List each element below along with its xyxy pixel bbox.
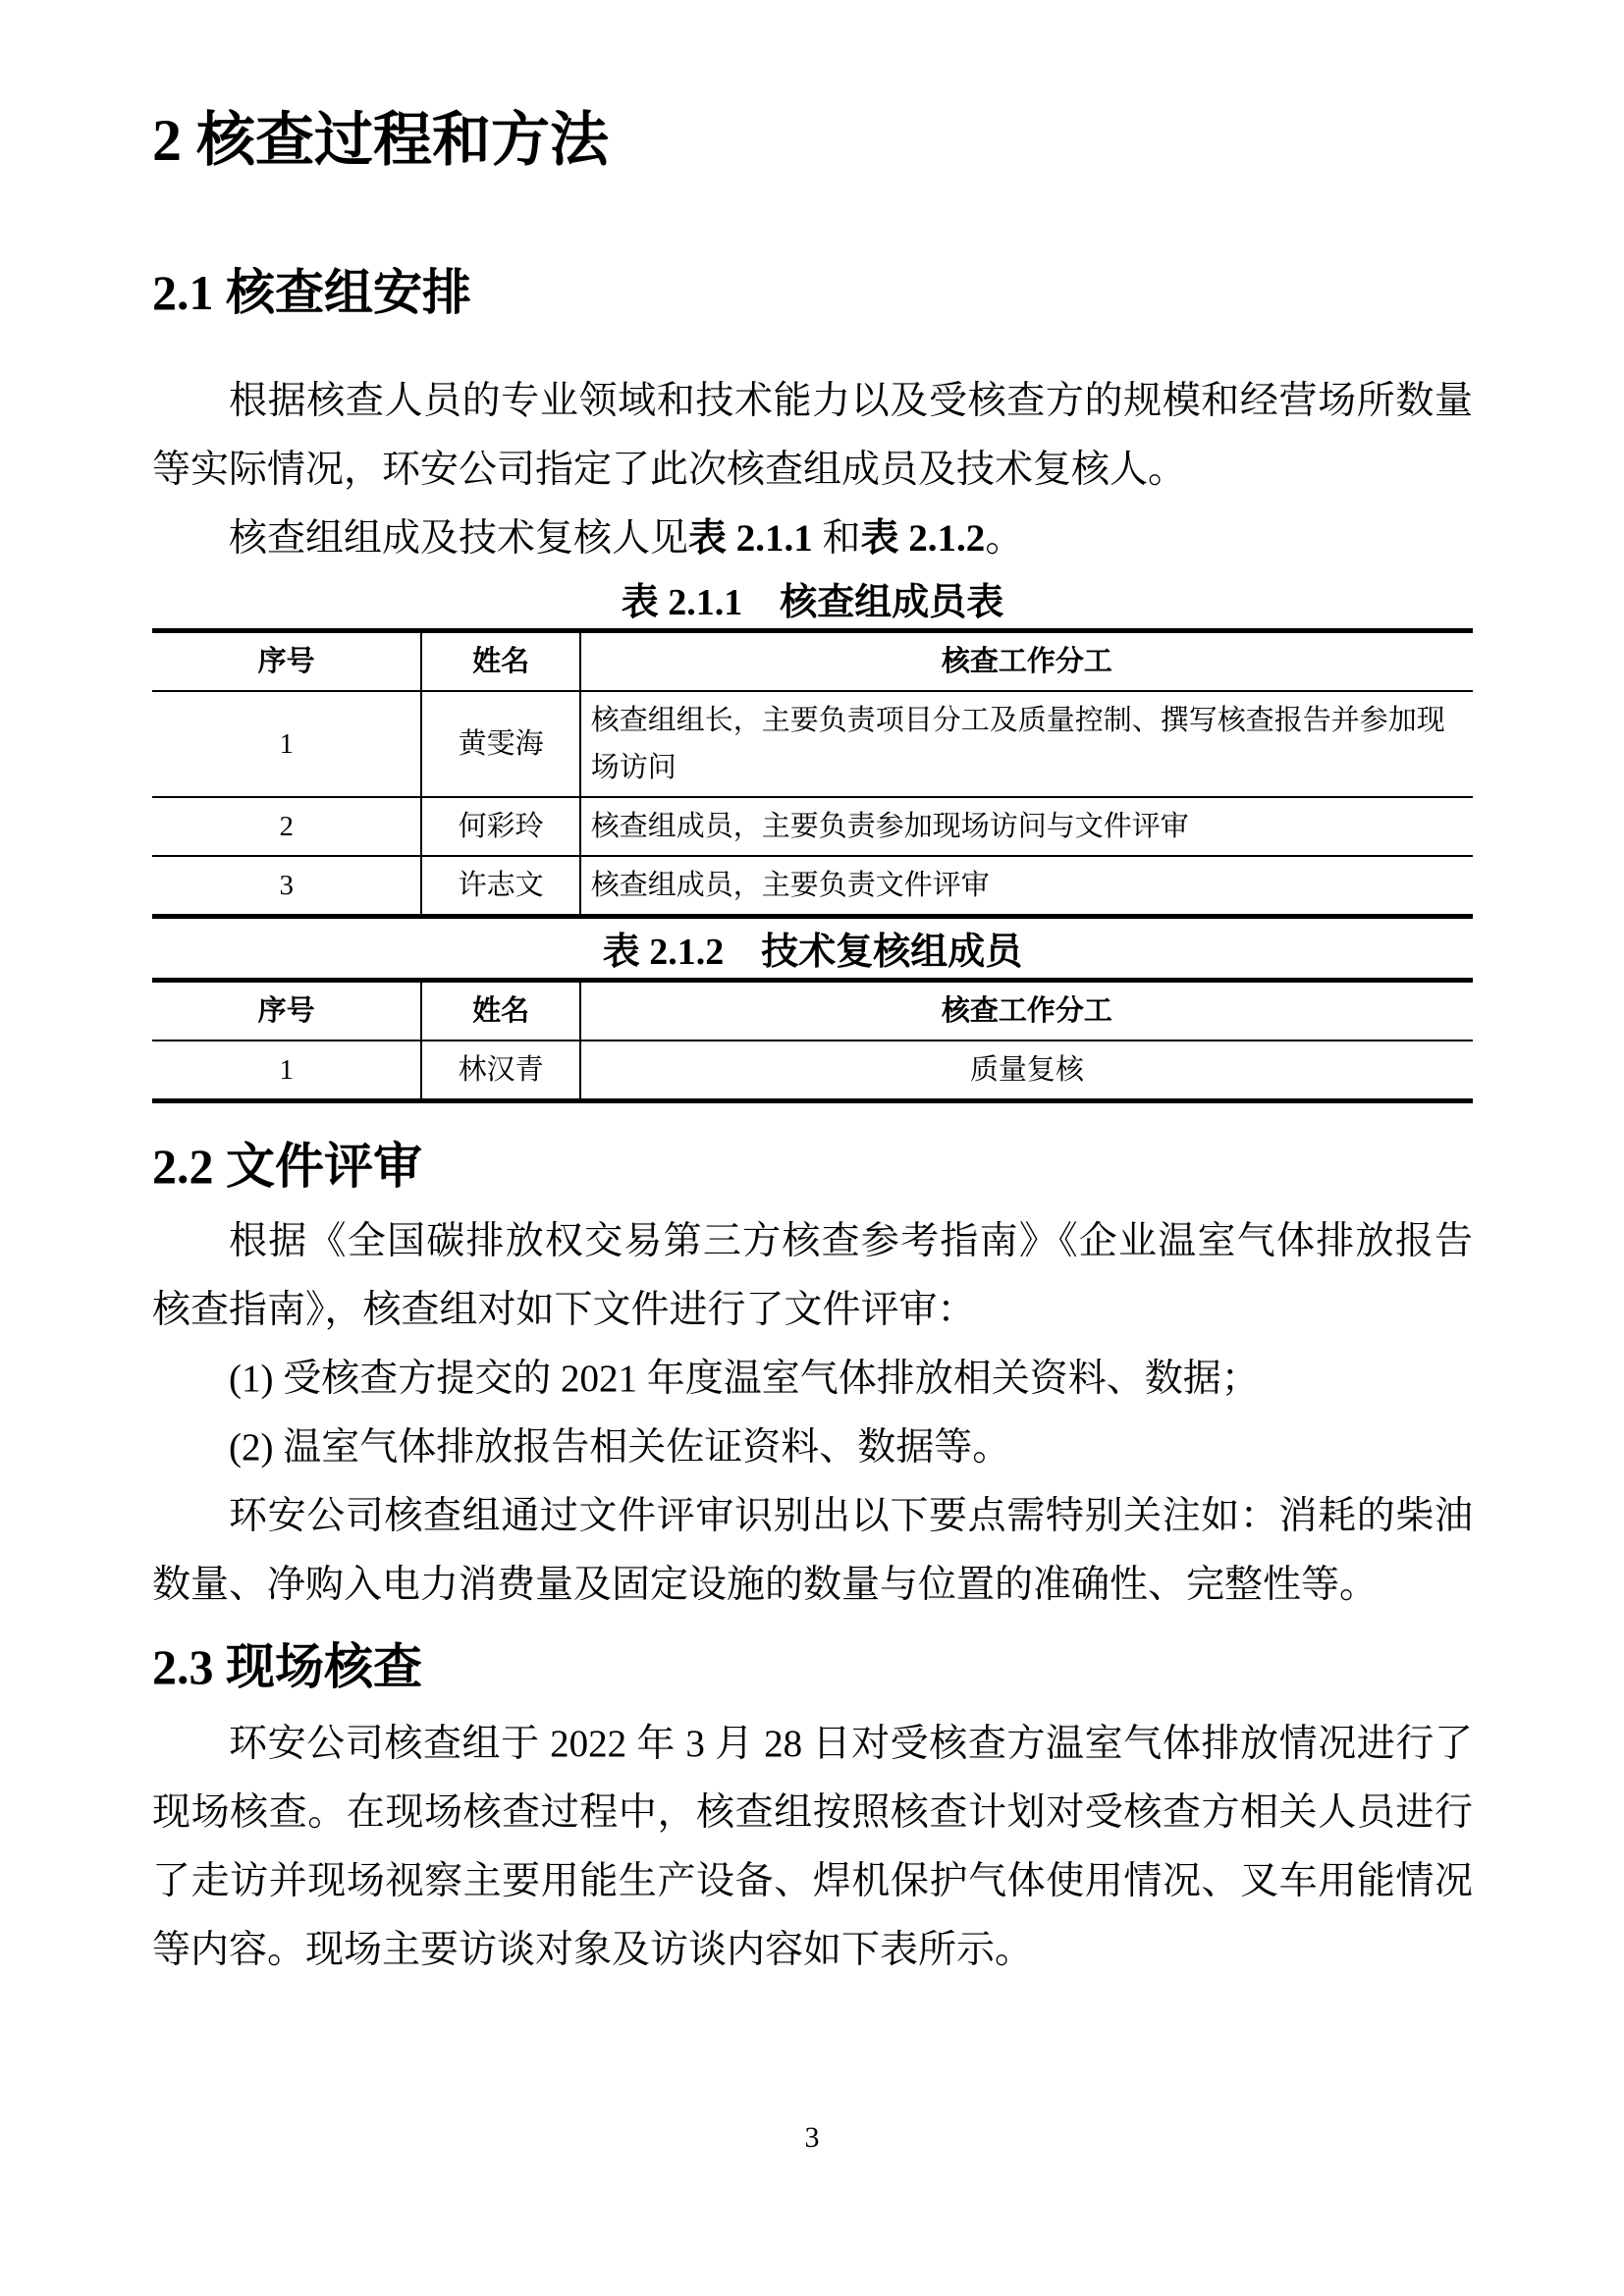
col-header-duty: 核查工作分工 [941, 646, 1112, 677]
section-title-2-2: 2.2 文件评审 [152, 1139, 422, 1194]
text-fragment: 核查组组成及技术复核人见 [229, 517, 689, 560]
cell-name: 林汉青 [421, 1041, 579, 1101]
cell-name: 何彩玲 [421, 797, 579, 856]
paragraph-document-review: 根据《全国碳排放权交易第三方核查参考指南》《企业温室气体排放报告核查指南》，核查组对如下文件进行了文件评审： [152, 1220, 1473, 1331]
section-title-2-1: 2.1 核查组安排 [152, 265, 471, 320]
table-ref-2-1-2: 表 2.1.2 [860, 517, 986, 560]
table-row [152, 856, 1473, 917]
list-item-1: (1) 受核查方提交的 2021 年度温室气体排放相关资料、数据； [229, 1358, 1260, 1400]
table-ref-2-1-1: 表 2.1.1 [688, 517, 813, 560]
cell-index: 1 [152, 1041, 421, 1101]
verification-team-table [152, 628, 1473, 919]
page-content [152, 0, 1473, 1985]
cell-duty: 核查组成员，主要负责文件评审 [590, 870, 990, 901]
cell-duty: 核查组成员，主要负责参加现场访问与文件评审 [590, 811, 1189, 842]
table-2-1-1-caption: 表 2.1.1 核查组成员表 [621, 582, 1004, 623]
col-header-index: 序号 [152, 631, 421, 692]
list-item-2: (2) 温室气体排放报告相关佐证资料、数据等。 [229, 1426, 1011, 1468]
cell-index: 3 [152, 856, 421, 917]
paragraph-see-tables [152, 505, 1473, 573]
cell-duty: 核查组组长，主要负责项目分工及质量控制、撰写核查报告并参加现场访问 [590, 705, 1445, 783]
col-header-name: 姓名 [421, 631, 579, 692]
cell-index: 2 [152, 797, 421, 856]
cell-name: 许志文 [421, 856, 579, 917]
text-fragment: 。 [985, 517, 1024, 560]
table-row [152, 797, 1473, 856]
table-2-1-2-caption: 表 2.1.2 技术复核组成员 [602, 932, 1023, 973]
table-header-row [152, 631, 1473, 692]
paragraph-onsite-verification: 环安公司核查组于 2022 年 3 月 28 日对受核查方温室气体排放情况进行了现场核查。在现场核查过程中，核查组按照核查计划对受核查方相关人员进行了走访并现场视察主要用能生产设备、焊机保护气体使用情况、叉车用能情况等内容。现场主要访谈对象及访谈内容如下表所示。 [152, 1723, 1473, 1971]
cell-name: 黄雯海 [421, 691, 579, 797]
col-header-index: 序号 [152, 981, 421, 1041]
cell-duty: 质量复核 [969, 1054, 1084, 1086]
table-row [152, 1041, 1473, 1101]
paragraph-team-arrangement: 根据核查人员的专业领域和技术能力以及受核查方的规模和经营场所数量等实际情况，环安公司指定了此次核查组成员及技术复核人。 [152, 380, 1473, 491]
col-header-name: 姓名 [421, 981, 579, 1041]
section-title-2-3: 2.3 现场核查 [152, 1639, 422, 1694]
table-header-row [152, 981, 1473, 1041]
page-number: 3 [804, 2121, 820, 2154]
text-fragment: 和 [812, 517, 861, 560]
table-row [152, 691, 1473, 797]
section-title-2: 2 核查过程和方法 [152, 108, 609, 173]
paragraph-key-points: 环安公司核查组通过文件评审识别出以下要点需特别关注如：消耗的柴油数量、净购入电力消费量及固定设施的数量与位置的准确性、完整性等。 [152, 1495, 1473, 1606]
cell-index: 1 [152, 691, 421, 797]
technical-review-team-table [152, 978, 1473, 1103]
col-header-duty: 核查工作分工 [941, 995, 1112, 1027]
